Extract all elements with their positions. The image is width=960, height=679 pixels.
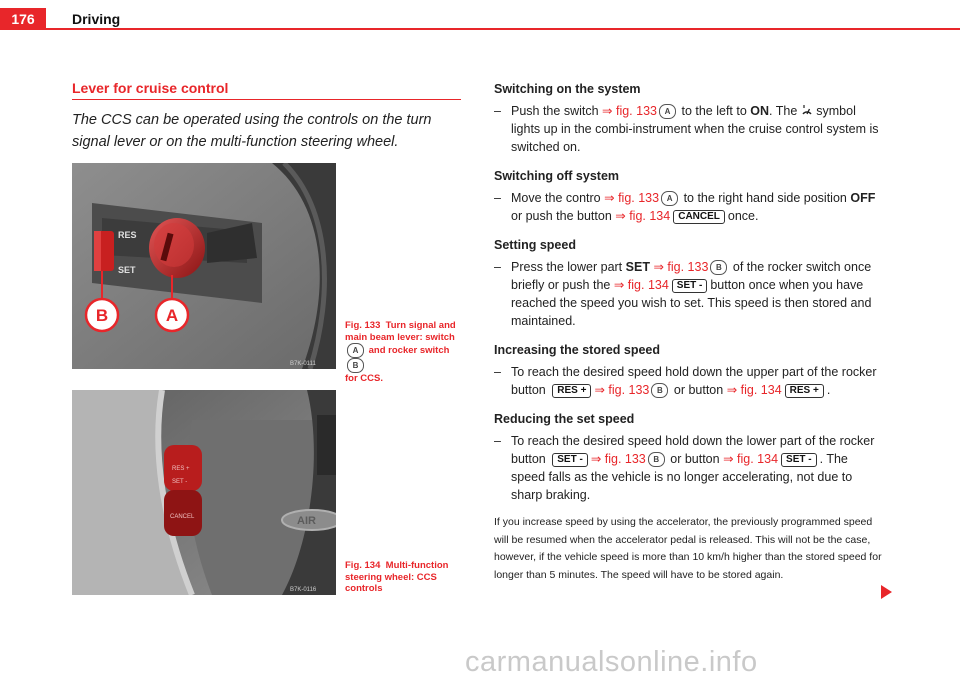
text: of the rocker switch once briefly or push the — [511, 260, 872, 292]
fig-ref-link[interactable]: ⇒ fig. 134 — [726, 383, 782, 397]
caption-134-prefix: Fig. 134 — [345, 560, 381, 571]
header-rule — [46, 28, 960, 30]
page-number: 176 — [0, 8, 46, 30]
callout-a: A — [347, 343, 364, 358]
fig-ref-link[interactable]: ⇒ fig. 133 — [590, 452, 646, 466]
turn-signal-lever-illustration — [72, 163, 336, 369]
page-header — [0, 0, 960, 30]
res-key: RES + — [552, 384, 591, 398]
text: . — [826, 383, 831, 397]
text: . The speed falls as the vehicle is no longer accelerating, not due to sharp braking. — [511, 452, 853, 502]
section-intro: The CCS can be operated using the controls on the turn signal lever or on the multi-function steering wheel. — [72, 112, 432, 150]
callout-b: B — [710, 260, 727, 275]
text: Move the contro — [511, 191, 601, 205]
dash: – — [494, 365, 501, 379]
text: or button — [673, 383, 724, 397]
caption-133-prefix: Fig. 133 — [345, 320, 381, 331]
set-key: SET - — [672, 279, 708, 293]
setting-speed-section — [494, 236, 884, 330]
caption-133-text: Turn signal and main beam lever: switch — [345, 320, 456, 343]
res-plus-label: RES + — [172, 466, 190, 472]
dash: – — [494, 260, 501, 274]
text: button once when you have reached the speed you wish to set. This speed is then stored and maintained. — [511, 278, 872, 328]
fig-ref-link[interactable]: ⇒ fig. 134 — [723, 452, 779, 466]
figure-133-image — [72, 163, 336, 369]
next-page-arrow-icon[interactable] — [881, 585, 892, 599]
cancel-key: CANCEL — [673, 210, 725, 224]
step-switch-off — [494, 189, 884, 225]
text: Press the lower part — [511, 260, 623, 274]
fig-ref-link[interactable]: ⇒ fig. 133 — [594, 383, 650, 397]
text: symbol lights up in the combi-instrument when the cruise control system is switched on. — [511, 104, 879, 154]
instructions-column — [494, 80, 884, 595]
heading-switching-on: Switching on the system — [494, 82, 641, 96]
figure-133-caption — [345, 320, 465, 385]
set-label: SET — [118, 265, 136, 275]
airbag-label: AIR — [297, 515, 316, 527]
heading-reduce: Reducing the set speed — [494, 412, 635, 426]
cancel-label: CANCEL — [170, 514, 195, 520]
heading-switching-off: Switching off system — [494, 169, 620, 183]
step-switch-on — [494, 102, 884, 156]
chapter-title: Driving — [72, 11, 121, 27]
caption-133-mid: and rocker switch — [368, 345, 450, 357]
callout-b: B — [648, 452, 665, 467]
res-label: RES — [118, 230, 137, 240]
dash: – — [494, 104, 501, 118]
text: once. — [727, 209, 759, 223]
caption-133-end: for CCS. — [345, 373, 383, 384]
set-key: SET - — [781, 453, 817, 467]
fig133-code: B7K-0111 — [290, 361, 316, 367]
fig133-callout-a: A — [165, 306, 179, 325]
text: to the left to — [681, 104, 747, 118]
fig-ref-link[interactable]: ⇒ fig. 133 — [653, 260, 709, 274]
section-rule — [72, 99, 461, 100]
text: To reach the desired speed hold down the upper part of the rocker button — [511, 365, 877, 397]
set-keyword: SET — [625, 260, 650, 274]
heading-setting-speed: Setting speed — [494, 238, 576, 252]
reduce-speed-section — [494, 410, 884, 504]
fig-ref-link[interactable]: ⇒ fig. 134 — [615, 209, 671, 223]
dash: – — [494, 434, 501, 448]
res-key: RES + — [785, 384, 824, 398]
heading-increase: Increasing the stored speed — [494, 343, 661, 357]
step-increase — [494, 363, 884, 399]
text: or push the button — [511, 209, 612, 223]
text: or button — [670, 452, 720, 466]
text: to the right hand side position — [683, 191, 847, 205]
fig-ref-link[interactable]: ⇒ fig. 133 — [602, 104, 657, 118]
steering-wheel-illustration — [72, 390, 336, 595]
cruise-control-symbol-icon — [801, 104, 813, 116]
fig133-callout-b: B — [95, 306, 109, 325]
set-key: SET - — [552, 453, 588, 467]
callout-b: B — [651, 383, 668, 398]
set-minus-label: SET - — [172, 479, 188, 485]
switching-on-section — [494, 80, 884, 156]
step-reduce — [494, 432, 884, 504]
figure-134-caption — [345, 560, 465, 595]
step-setting — [494, 258, 884, 330]
callout-a: A — [659, 104, 676, 119]
on-keyword: ON — [750, 104, 770, 118]
text: . The — [769, 104, 798, 118]
watermark: carmanualsonline.info — [465, 646, 758, 678]
callout-a: A — [661, 191, 678, 206]
switching-off-section — [494, 167, 884, 225]
fig-ref-link[interactable]: ⇒ fig. 134 — [613, 278, 669, 292]
note-paragraph: If you increase speed by using the accelerator, the previously programmed speed will be resumed when the accelerator pedal is released. This will not be the case, however, if the vehicle speed is more than 10 km/h higher than the stored speed for longer than 5 minutes. The speed will have to be stored again. — [494, 516, 882, 581]
section-title: Lever for cruise control — [72, 80, 229, 96]
caption-134-text: Multi-function steering wheel: CCS controls — [345, 560, 449, 594]
figure-134-image — [72, 390, 336, 595]
fig-ref-link[interactable]: ⇒ fig. 133 — [604, 191, 660, 205]
text: Push the switch — [511, 104, 599, 118]
off-keyword: OFF — [850, 191, 876, 205]
fig134-code: B7K-0116 — [290, 587, 317, 593]
dash: – — [494, 191, 501, 205]
callout-b: B — [347, 358, 364, 373]
text: To reach the desired speed hold down the lower part of the rocker button — [511, 434, 875, 466]
increase-speed-section — [494, 341, 884, 399]
